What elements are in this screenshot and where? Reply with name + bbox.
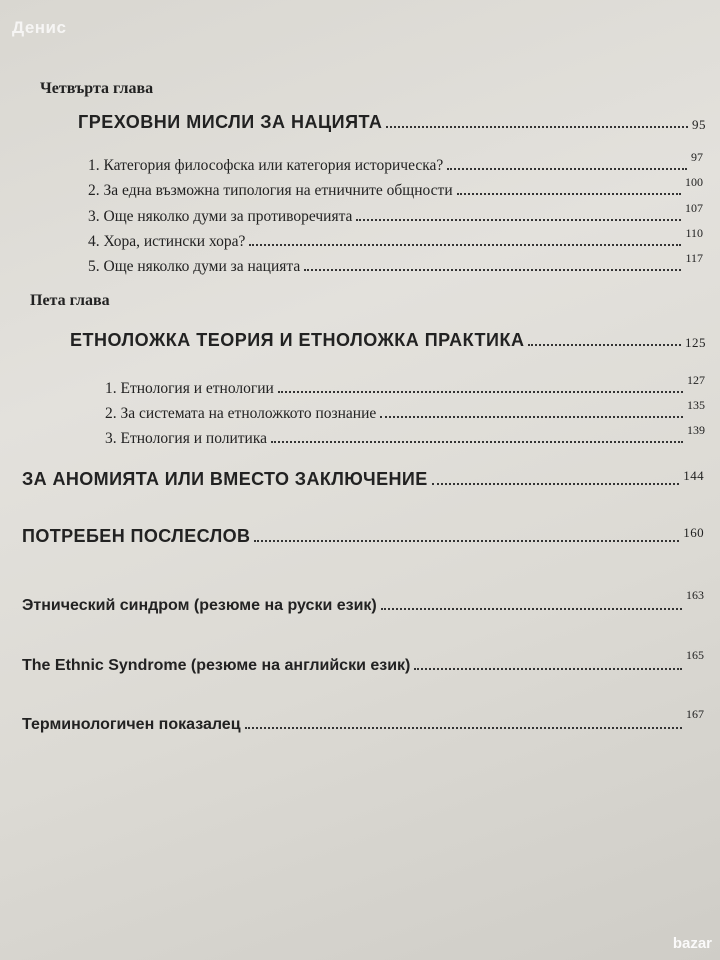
page-number: 117 <box>685 251 703 265</box>
page-number: 100 <box>685 175 703 189</box>
page-number: 97 <box>691 150 703 164</box>
dot-leader <box>381 608 682 610</box>
dot-leader <box>447 168 687 170</box>
toc-entry <box>105 398 705 423</box>
section-title: 2. За системата на етноложкото познание <box>105 405 377 422</box>
section-title: 1. Етнология и етнологии <box>105 380 274 397</box>
chapter-heading: Четвърта глава <box>40 80 154 97</box>
dot-leader <box>386 126 688 128</box>
page-number: 144 <box>683 468 704 483</box>
page-number: 135 <box>687 398 705 412</box>
dot-leader <box>254 540 679 542</box>
chapter-title: ЕТНОЛОЖКА ТЕОРИЯ И ЕТНОЛОЖКА ПРАКТИКА <box>70 330 525 350</box>
section-title: 4. Хора, истински хора? <box>88 233 246 250</box>
toc-entry <box>22 588 704 615</box>
section-title: 5. Още няколко думи за нацията <box>88 258 301 275</box>
section-title: ПОТРЕБЕН ПОСЛЕСЛОВ <box>22 526 251 546</box>
toc-entry <box>88 201 703 226</box>
page-number: 95 <box>692 117 706 132</box>
toc-entry <box>105 373 705 398</box>
toc-entry <box>78 112 706 133</box>
toc-entry <box>88 251 703 276</box>
dot-leader <box>457 193 681 195</box>
section-title: Этнический синдром (резюме на руски език) <box>22 597 377 614</box>
section-title: The Ethnic Syndrome (резюме на английски език) <box>22 657 411 674</box>
page-number: 160 <box>683 525 704 540</box>
watermark-text: Денис <box>12 18 67 37</box>
dot-leader <box>432 483 680 485</box>
dot-leader <box>380 416 683 418</box>
page-number: 127 <box>687 373 705 387</box>
toc-entry <box>105 423 705 448</box>
chapter-heading: Пета глава <box>30 292 110 309</box>
section-title: ЗА АНОМИЯТА ИЛИ ВМЕСТО ЗАКЛЮЧЕНИЕ <box>22 469 428 489</box>
dot-leader <box>304 269 681 271</box>
page-number: 107 <box>685 201 703 215</box>
watermark-logo: bazar <box>672 935 712 952</box>
toc-entry <box>88 175 703 200</box>
dot-leader <box>414 668 682 670</box>
section-title: 1. Категория философска или категория историческа? <box>88 157 444 174</box>
toc-entry <box>22 648 704 675</box>
section-title: 3. Етнология и политика <box>105 430 268 447</box>
chapter-title: ГРЕХОВНИ МИСЛИ ЗА НАЦИЯТА <box>78 112 383 132</box>
dot-leader <box>249 244 681 246</box>
toc-entry <box>70 330 706 351</box>
dot-leader <box>356 219 681 221</box>
page-number: 110 <box>685 226 703 240</box>
page-number: 163 <box>686 588 704 602</box>
section-title: 3. Още няколко думи за противоречията <box>88 208 353 225</box>
page-number: 139 <box>687 423 705 437</box>
toc-entry <box>22 707 704 734</box>
section-title: Терминологичен показалец <box>22 716 241 733</box>
dot-leader <box>278 391 683 393</box>
dot-leader <box>271 441 683 443</box>
toc-entry <box>22 468 704 490</box>
toc-entry <box>22 525 704 547</box>
page-number: 125 <box>685 335 706 350</box>
dot-leader <box>528 344 681 346</box>
dot-leader <box>245 727 682 729</box>
toc-entry <box>88 226 703 251</box>
page-number: 167 <box>686 707 704 721</box>
toc-entry <box>88 150 703 175</box>
section-title: 2. За една възможна типология на етничните общности <box>88 182 453 199</box>
page-number: 165 <box>686 648 704 662</box>
